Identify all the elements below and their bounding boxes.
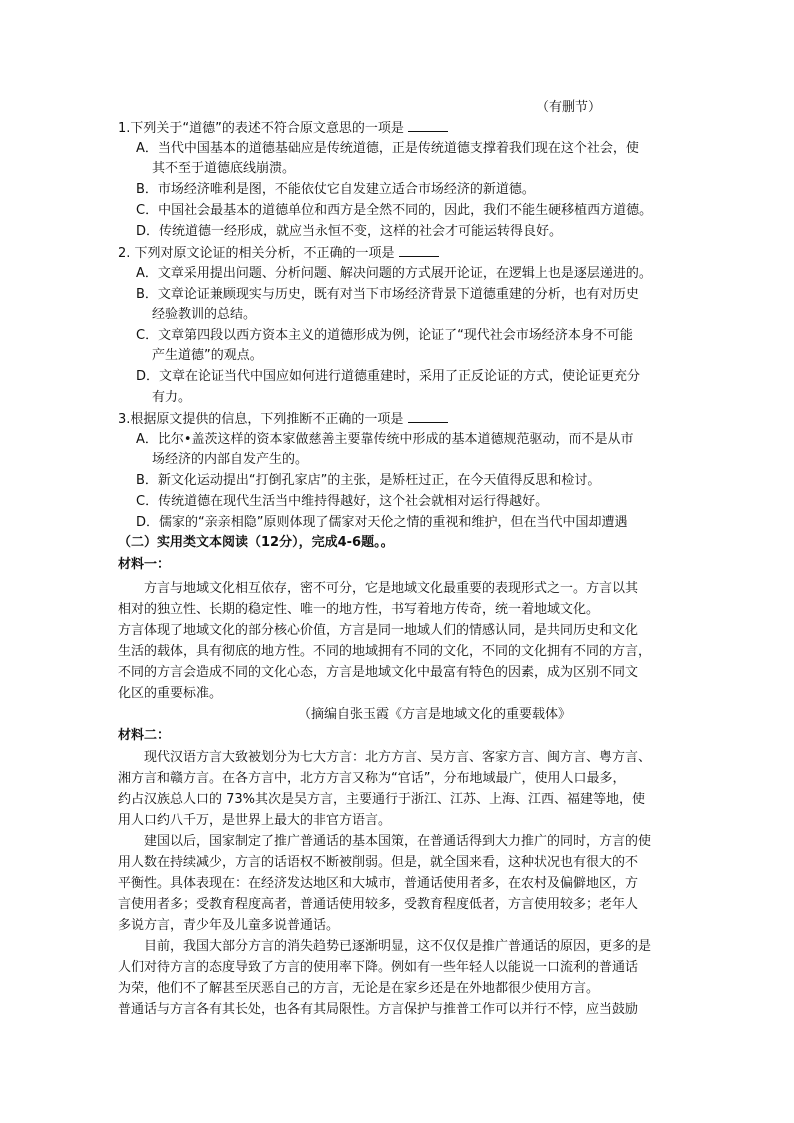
- material-2-line: 多说方言，青少年及儿童多说普通话。: [118, 918, 340, 933]
- option-3a: A．比尔•盖茨这样的资本家做慈善主要靠传统中形成的基本道德规范驱动，而不是从市: [136, 432, 634, 447]
- material-1-line: 方言与地域文化相互依存，密不可分，它是地域文化最重要的表现形式之一。方言以其: [144, 581, 639, 596]
- option-3a-cont: 场经济的内部自发产生的。: [152, 452, 309, 467]
- option-2d-cont: 有力。: [152, 390, 192, 405]
- answer-blank: [408, 410, 448, 423]
- question-1-stem: 1.下列关于“道德”的表述不符合原文意思的一项是: [118, 119, 448, 137]
- material-2-line: 用人口约八千万，是世界上最大的非官方语言。: [118, 813, 392, 828]
- material-1-line: 相对的独立性、长期的稳定性、唯一的地方性，书写着地方传奇，统一着地域文化。: [118, 602, 600, 617]
- material-2-line: 现代汉语方言大致被划分为七大方言：北方方言、吴方言、客家方言、闽方言、粤方言、: [144, 750, 652, 765]
- option-3d: D．儒家的“亲亲相隐”原则体现了儒家对天伦之情的重视和维护，但在当代中国却遭遇: [136, 515, 628, 530]
- abridged-note: （有删节）: [536, 100, 602, 115]
- material-1-line: 生活的载体，具有彻底的地方性。不同的地域拥有不同的文化，不同的文化拥有不同的方言，: [118, 644, 652, 659]
- material-2-line: 用人数在持续减少，方言的话语权不断被削弱。但是，就全国来看，这种状况也有很大的不: [118, 855, 639, 870]
- material-1-source: （摘编自张玉霞《方言是地域文化的重要载体》: [298, 707, 572, 722]
- material-2-line: 人们对待方言的态度导致了方言的使用率下降。例如有一些年轻人以能说一口流利的普通话: [118, 960, 639, 975]
- material-2-line: 湘方言和赣方言。在各方言中，北方方言又称为“官话”，分布地域最广，使用人口最多，: [118, 771, 626, 786]
- option-3b: B．新文化运动提出“打倒孔家店”的主张，是矫枉过正，在今天值得反思和检讨。: [136, 473, 601, 488]
- material-2-line: 约占汉族总人口的 73%其次是吴方言，主要通行于浙江、江苏、上海、江西、福建等地，使: [118, 792, 646, 807]
- material-1-line: 不同的方言会造成不同的文化心态，方言是地域文化中最富有特色的因素，成为区别不同文: [118, 665, 639, 680]
- answer-blank: [408, 119, 448, 132]
- option-1d: D．传统道德一经形成，就应当永恒不变，这样的社会才可能运转得良好。: [136, 224, 563, 239]
- option-2b-cont: 经验教训的总结。: [152, 307, 257, 322]
- question-3-stem: 3.根据原文提供的信息，下列推断不正确的一项是: [118, 410, 448, 428]
- option-2c-cont: 产生道德”的观点。: [152, 348, 263, 363]
- option-1a: A．当代中国基本的道德基础应是传统道德，正是传统道德支撑着我们现在这个社会，使: [136, 141, 639, 156]
- material-1-line: 化区的重要标准。: [118, 686, 223, 701]
- option-2d: D．文章在论证当代中国应如何进行道德重建时，采用了正反论证的方式，使论证更充分: [136, 369, 641, 384]
- option-1c: C．中国社会最基本的道德单位和西方是全然不同的，因此，我们不能生硬移植西方道德。: [136, 203, 653, 218]
- material-2-line: 言使用者多；受教育程度高者，普通话使用较多，受教育程度低者，方言使用较多；老年人: [118, 897, 639, 912]
- material-2-line: 普通话与方言各有其长处，也各有其局限性。方言保护与推普工作可以并行不悖，应当鼓励: [118, 1002, 639, 1017]
- option-2b: B．文章论证兼顾现实与历史，既有对当下市场经济背景下道德重建的分析，也有对历史: [136, 287, 639, 302]
- option-2c: C．文章第四段以西方资本主义的道德形成为例，论证了“现代社会市场经济本身不可能: [136, 328, 633, 343]
- material-2-line: 平衡性。具体表现在：在经济发达地区和大城市，普通话使用者多，在农村及偏僻地区，方: [118, 876, 639, 891]
- material-2-line: 建国以后，国家制定了推广普通话的基本国策，在普通话得到大力推广的同时，方言的使: [144, 834, 652, 849]
- material-2-line: 目前，我国大部分方言的消失趋势已逐渐明显，这不仅仅是推广普通话的原因，更多的是: [144, 939, 652, 954]
- material-2-label: 材料二：: [118, 728, 171, 743]
- question-2-stem: 2. 下列对原文论证的相关分析，不正确的一项是: [118, 244, 439, 262]
- section-2-heading: （二）实用类文本阅读（12分），完成4-6题。。: [118, 535, 394, 550]
- material-1-line: 方言体现了地域文化的部分核心价值，方言是同一地域人们的情感认同，是共同历史和文化: [118, 623, 639, 638]
- option-1a-cont: 其不至于道德底线崩溃。: [152, 161, 296, 176]
- material-1-label: 材料一：: [118, 557, 171, 572]
- option-1b: B．市场经济唯利是图，不能依仗它自发建立适合市场经济的新道德。: [136, 182, 535, 197]
- option-3c: C．传统道德在现代生活当中维持得越好，这个社会就相对运行得越好。: [136, 494, 549, 509]
- material-2-line: 为荣，他们不了解甚至厌恶自己的方言，无论是在家乡还是在外地都很少使用方言。: [118, 981, 600, 996]
- answer-blank: [399, 244, 439, 257]
- option-2a: A．文章采用提出问题、分析问题、解决问题的方式展开论证，在逻辑上也是逐层递进的。: [136, 266, 652, 281]
